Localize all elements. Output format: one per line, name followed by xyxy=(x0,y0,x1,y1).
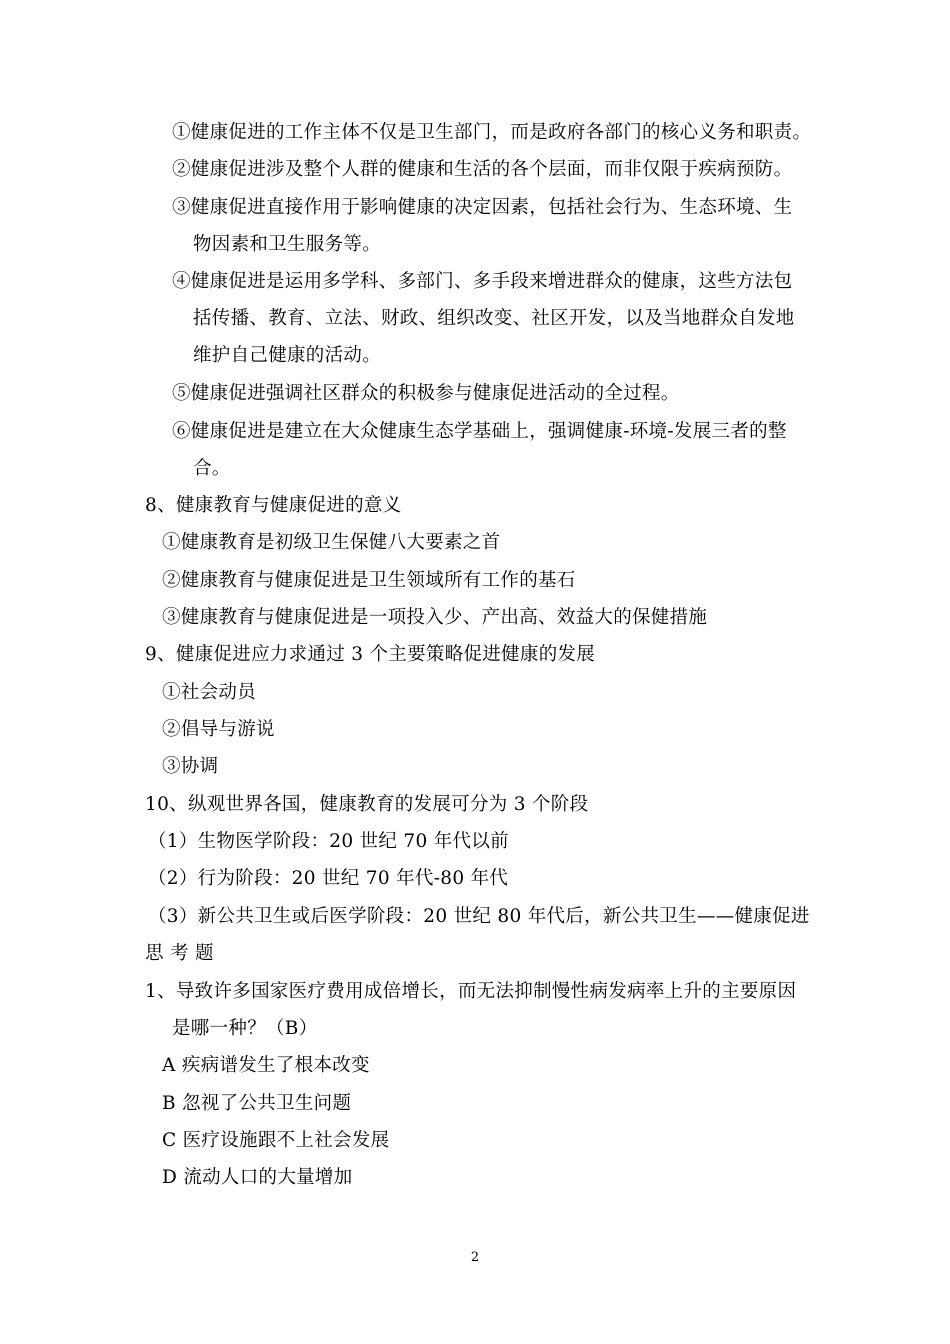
answer-option: C 医疗设施跟不上社会发展 xyxy=(162,1130,390,1151)
answer-option: D 流动人口的大量增加 xyxy=(162,1167,353,1188)
text-line: ①健康教育是初级卫生保健八大要素之首 xyxy=(162,532,501,553)
text-line: ③健康促进直接作用于影响健康的决定因素，包括社会行为、生态环境、生 xyxy=(172,197,793,218)
text-line: ③协调 xyxy=(162,756,219,777)
question-line: 1、导致许多国家医疗费用成倍增长，而无法抑制慢性病发病率上升的主要原因 xyxy=(145,981,797,1002)
answer-option: B 忽视了公共卫生问题 xyxy=(162,1093,352,1114)
text-line: （1）生物医学阶段：20 世纪 70 年代以前 xyxy=(148,831,509,852)
text-line: （2）行为阶段：20 世纪 70 年代-80 年代 xyxy=(148,868,509,889)
text-line: ②倡导与游说 xyxy=(162,719,275,740)
text-line: ③健康教育与健康促进是一项投入少、产出高、效益大的保健措施 xyxy=(162,607,708,628)
page-number: 2 xyxy=(470,1250,480,1265)
text-line: 物因素和卫生服务等。 xyxy=(193,234,382,255)
text-line: 括传播、教育、立法、财政、组织改变、社区开发，以及当地群众自发地 xyxy=(193,308,795,329)
section-heading: 8、健康教育与健康促进的意义 xyxy=(145,495,402,516)
text-line: ①健康促进的工作主体不仅是卫生部门，而是政府各部门的核心义务和职责。 xyxy=(172,122,812,143)
text-line: ②健康促进涉及整个人群的健康和生活的各个层面，而非仅限于疾病预防。 xyxy=(172,159,793,180)
text-line: 合。 xyxy=(193,458,231,479)
text-line: ④健康促进是运用多学科、多部门、多手段来增进群众的健康，这些方法包 xyxy=(172,271,793,292)
text-line: ⑤健康促进强调社区群众的积极参与健康促进活动的全过程。 xyxy=(172,383,680,404)
text-line: ①社会动员 xyxy=(162,682,257,703)
section-heading: 10、纵观世界各国，健康教育的发展可分为 3 个阶段 xyxy=(145,794,589,815)
section-heading: 9、健康促进应力求通过 3 个主要策略促进健康的发展 xyxy=(145,644,596,665)
question-line: 是哪一种？（B） xyxy=(172,1018,318,1039)
text-line: 维护自己健康的活动。 xyxy=(193,345,382,366)
answer-option: A 疾病谱发生了根本改变 xyxy=(162,1055,370,1076)
text-line: ⑥健康促进是建立在大众健康生态学基础上，强调健康-环境-发展三者的整 xyxy=(172,421,787,442)
text-line: （3）新公共卫生或后医学阶段：20 世纪 80 年代后，新公共卫生——健康促进 xyxy=(148,906,810,927)
section-heading: 思 考 题 xyxy=(145,943,214,964)
text-line: ②健康教育与健康促进是卫生领域所有工作的基石 xyxy=(162,570,576,591)
